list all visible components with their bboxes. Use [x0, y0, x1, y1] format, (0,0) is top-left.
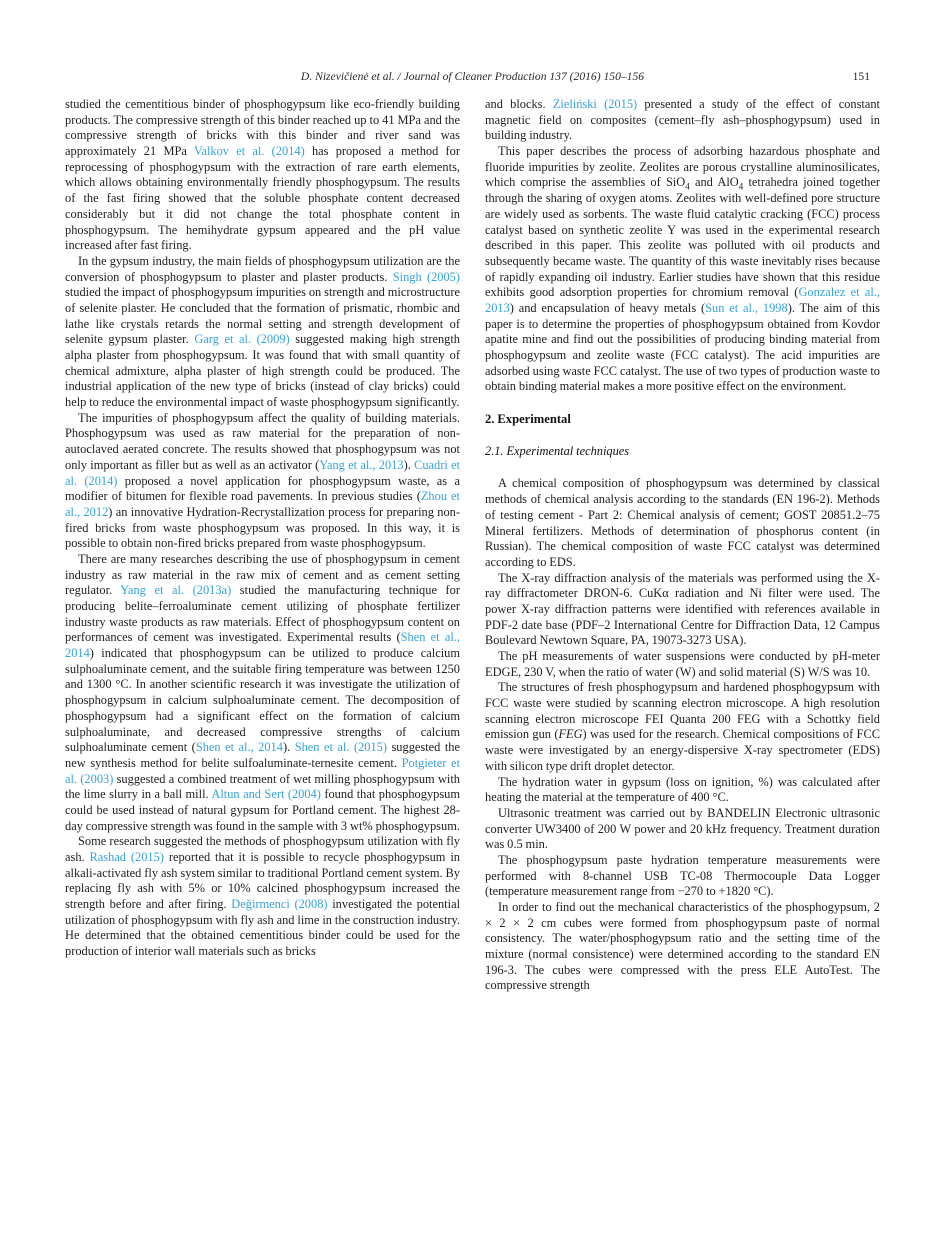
paragraph: [485, 853, 880, 900]
paragraph: [485, 649, 880, 680]
text-run: suggested making high strength alpha plaster from phosphogypsum. It was found that with small quantity of chemical admixture, alpha plaster of high strength could be produced. The industrial application of the new type of bricks (instead of clay bricks) could help to reduce the environmental impact of waste phosphogypsum significantly.: [65, 332, 461, 410]
text-run: investigated the potential utilization of phosphogypsum with fly ash and lime in the construction industry. He determined that the obtained cementitious binder could be used for the production of interior wall materials such as bricks: [65, 897, 461, 959]
text-run: In order to find out the mechanical characteristics of the phosphogypsum, 2 × 2 × 2 cm cubes were formed from phosphogypsum paste of normal consistency. The water/phosphogypsum ratio and the setting time of the mixture (normal consistence) were determined according to the standard EN 196-3. The cubes were compressed with the press ELE AutoTest. The compressive strength: [485, 900, 880, 993]
paragraph: [65, 834, 460, 960]
subscript-text: 4: [685, 181, 690, 192]
text-run: A chemical composition of phosphogypsum was determined by classical methods of chemical analysis according to the standards (EN 196-2). Methods of testing cement - Part 2: Chemical analysis of cement; GOST 20851.2–75 Mineral fertilizers. Methods of determination of phosphorus content (in Russian). The chemical composition of waste FCC catalyst was determined according to EDS.: [485, 476, 880, 569]
subsection-heading: 2.1. Experimental techniques: [485, 443, 630, 458]
citation-link[interactable]: Değirmenci (2008): [231, 897, 328, 912]
citation-link[interactable]: Zhou et al., 2012: [65, 489, 460, 519]
citation-link[interactable]: Valkov et al. (2014): [193, 144, 305, 159]
text-run: The phosphogypsum paste hydration temperature measurements were performed with 8-channel USB TC-08 Thermocouple Data Logger (temperature measurement range from −270 to +1820 °C).: [485, 852, 880, 899]
text-run: studied the impact of phosphogypsum impurities on strength and microstructure of selenite plaster. He concluded that the formation of prismatic, rhombic and lathe like crystals retards the normal setting and strength development of selenite gypsum plaster.: [65, 285, 460, 347]
citation-link[interactable]: Singh (2005): [392, 269, 460, 284]
text-run: ).: [403, 457, 415, 472]
text-run: There are many researches describing the use of phosphogypsum in cement industry as raw material in the raw mix of cement and as cement setting regulator.: [65, 551, 460, 598]
subscript-text: 4: [738, 181, 744, 192]
page-header: [65, 70, 880, 86]
text-run: studied the manufacturing technique for producing belite–ferroaluminate cement utilizing of phosphate fertilizer industry waste products as raw materials. Effect of phosphogypsum content on performances of cement was investigated. Experimental results (: [65, 583, 460, 645]
text-run: and blocks.: [485, 97, 553, 111]
citation-link[interactable]: Cuadri et al. (2014): [65, 457, 460, 488]
running-head-citation: D. Nizevičienė et al. / Journal of Cleaner Production 137 (2016) 150–156: [300, 70, 645, 83]
citation-link[interactable]: Sun et al., 1998: [705, 300, 788, 315]
text-run: suggested a combined treatment of wet milling phosphogypsum with the lime slurry in a ball mill.: [65, 771, 460, 802]
text-run: has proposed a method for reprocessing of phosphogypsum with the extraction of rare earth elements, which allows obtaining environmentally friendly phosphogypsum. The results of the fast firing showed that the soluble phosphate content decreased considerably but it did not change the total phosphate content in phosphogypsum. The hemihydrate gypsum appeared and the pH value increased after fast firing.: [65, 144, 461, 253]
citation-link[interactable]: Rashad (2015): [89, 850, 164, 864]
text-run: This paper describes the process of adsorbing hazardous phosphate and fluoride impurities by zeolite. Zeolites are porous crystalline aluminosilicates, which comprise the assemblies of SiO: [485, 144, 880, 190]
paragraph: [65, 411, 460, 552]
citation-link[interactable]: Yang et al., 2013: [319, 457, 404, 472]
text-run: ) and encapsulation of heavy metals (: [509, 300, 706, 315]
page-number: 151: [852, 70, 870, 83]
paragraph: [485, 806, 880, 853]
text-run: ). The aim of this paper is to determine the properties of phosphogypsum obtained from Kovdor apatite mine and find out the possibilities of producing binding material from phosphogypsum and zeolite waste (FCC catalyst). The acid impurities are adsorbed using waste FCC catalyst. The use of two types of production waste to obtain binding material makes a more positive effect on the environment.: [485, 300, 880, 394]
paragraph: [485, 680, 880, 774]
paragraph: [65, 97, 460, 254]
citation-link[interactable]: Potgieter et al. (2003): [65, 755, 461, 786]
paragraph: [65, 254, 460, 411]
text-run: The X-ray diffraction analysis of the materials was performed using the X-ray diffractometer DRON-6. CuKα radiation and Ni filter were used. The power X-ray diffraction patterns were identified with references available in PDF-2 date base (PDF–2 International Centre for Diffraction Data, 12 Campus Boulevard Newtown Square, PA, 19073-3273 USA).: [485, 570, 880, 648]
section-heading: 2. Experimental: [485, 412, 571, 427]
text-run: tetrahedra joined together through the sharing of oxygen atoms. Zeolites with well-defined pore structure are widely used as sorbents. The waste fluid catalytic cracking (FCC) process catalyst based on synthetic zeolite Y was used in the experimental research described in this paper. This zeolite was polluted with oil products and subsequently became waste. The quantity of this waste inevitably rises because of rapidly expanding oil industry. Earlier studies have shown that this residue exhibits good adsorption properties for chromium removal (: [485, 175, 880, 300]
text-run: found that phosphogypsum could be used instead of natural gypsum for Portland cement. The highest 28-day compressive strength was found in the sample with 3 wt% phosphogypsum.: [65, 787, 460, 833]
citation-link[interactable]: Gonzalez et al., 2013: [485, 285, 880, 315]
text-run: ) was used for the research. Chemical compositions of FCC waste were investigated by an energy-dispersive X-ray spectrometer (EDS) with silicon type drift droplet detector.: [485, 727, 880, 773]
text-run: Ultrasonic treatment was carried out by BANDELIN Electronic ultrasonic converter UW3400 of 200 W power and 20 kHz frequency. Treatment duration was 0.5 min.: [485, 805, 880, 852]
column-left: [65, 97, 460, 994]
article-body: [65, 97, 880, 994]
text-run: ) indicated that phosphogypsum can be utilized to produce calcium sulphoaluminate cement, and the suitable firing temperature was between 1250 and 1300 °C. In another scientific research it was investigate the utilization of phosphogypsum in calcium sulphoaluminate cement. The decomposition of phosphogypsum had a significant effect on the formation of calcium sulphoaluminate, and decreased compressive strengths of calcium sulphoaluminate cement (: [65, 646, 460, 755]
text-run: Some research suggested the methods of phosphogypsum utilization with fly ash.: [65, 834, 460, 864]
text-run: In the gypsum industry, the main fields of phosphogypsum utilization are the conversion of phosphogypsum to plaster and plaster products.: [65, 253, 460, 284]
text-run: The structures of fresh phosphogypsum and hardened phosphogypsum with FCC waste were studied by scanning electron microscope. A high resolution scanning electron microscope FEI Quanta 200 FEG with a Schottky field emission gun (: [485, 680, 880, 742]
citation-link[interactable]: Shen et al., 2014: [65, 630, 460, 661]
citation-link[interactable]: Yang et al. (2013a): [120, 583, 232, 598]
text-run: studied the cementitious binder of phosphogypsum like eco-friendly building products. The compressive strength of this binder reached up to 41 MPa and the compressive strength of bricks with this binder and river sand was approximately 21 MPa: [65, 97, 460, 159]
citation-link[interactable]: Zieliński (2015): [552, 97, 638, 111]
text-run: The pH measurements of water suspensions were conducted by pH-meter EDGE, 230 V, when the ratio of water (W) and solid material (S) W/S was 10.: [485, 649, 880, 679]
paragraph: [65, 552, 460, 834]
paragraph: [485, 775, 880, 806]
text-run: reported that it is possible to recycle phosphogypsum in alkali-activated fly ash system similar to traditional Portland cement system. By replacing fly ash with 5% or 10% calcined phosphogypsum increased the strength before and after firing.: [65, 850, 460, 912]
paragraph: [485, 900, 880, 994]
citation-link[interactable]: Shen et al. (2015): [294, 740, 387, 755]
citation-link[interactable]: Shen et al., 2014: [195, 740, 283, 755]
text-run: The hydration water in gypsum (loss on ignition, %) was calculated after heating the material at the temperature of 400 °C.: [485, 774, 880, 805]
text-run: proposed a novel application for phosphogypsum waste, as a modifier of bitumen for flexible road pavements. In previous studies (: [65, 473, 460, 504]
column-right: [485, 97, 880, 994]
citation-link[interactable]: Garg et al. (2009): [194, 332, 290, 347]
paragraph: [485, 476, 880, 570]
text-run: ).: [282, 740, 295, 755]
text-run: suggested the new synthesis method for belite sulfoaluminate-ternesite cement.: [65, 740, 460, 770]
text-run: and AlO: [689, 175, 739, 190]
text-run: ) an innovative Hydration-Recrystallization process for preparing non-fired bricks from waste phosphogypsum was proposed. In this way, it is possible to obtain non-fired bricks prepared from waste phosphogypsum.: [65, 504, 460, 551]
text-run: The impurities of phosphogypsum affect the quality of building materials. Phosphogypsum was used as raw material for the preparation of non-autoclaved aerated concrete. The results showed that phosphogypsum was not only important as filler but as well as an activator (: [65, 410, 460, 472]
text-run: presented a study of the effect of constant magnetic field on composites (cement–fly ash–phosphogypsum) used in building industry.: [485, 97, 880, 143]
italic-text: FEG: [558, 727, 583, 742]
paragraph: [485, 571, 880, 649]
paragraph: [485, 97, 880, 144]
paragraph: [485, 144, 880, 395]
citation-link[interactable]: Altun and Sert (2004): [211, 787, 321, 802]
